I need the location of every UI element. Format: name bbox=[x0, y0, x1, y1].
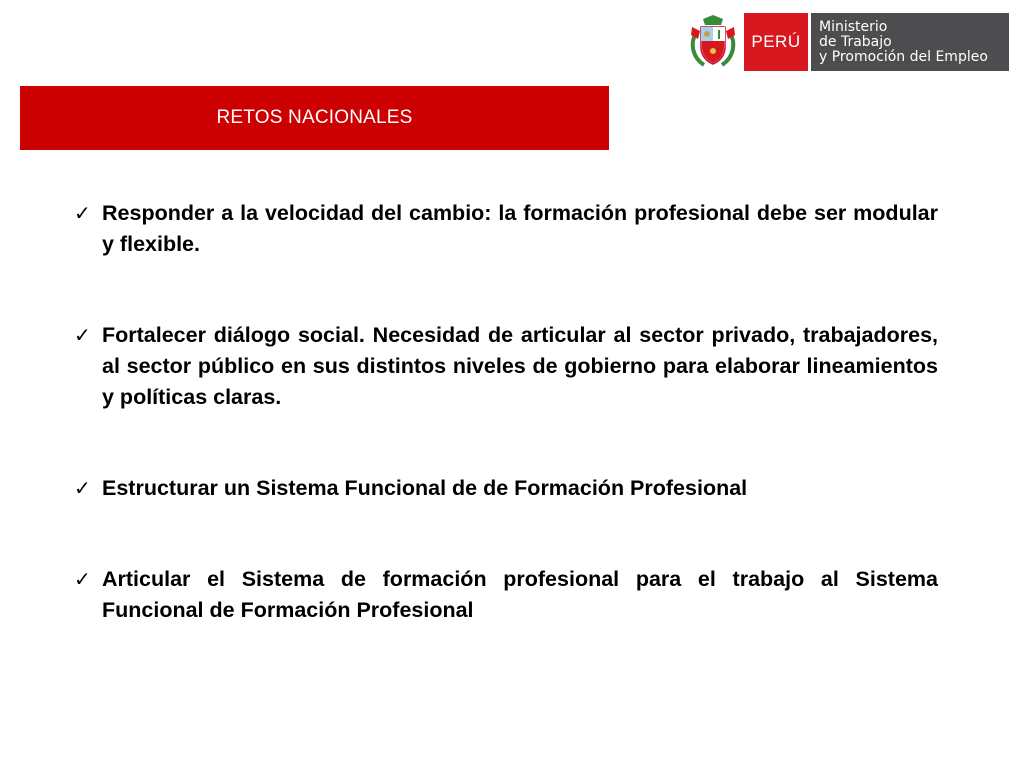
ministry-name bbox=[811, 13, 1009, 71]
page-title: RETOS NACIONALES bbox=[216, 107, 413, 128]
list-item bbox=[74, 320, 938, 413]
check-icon: ✓ bbox=[74, 201, 91, 225]
list-item bbox=[74, 564, 938, 626]
peru-label: PERÚ bbox=[744, 13, 808, 71]
ministry-line-3: y Promoción del Empleo bbox=[819, 49, 988, 65]
check-icon: ✓ bbox=[74, 476, 91, 500]
check-icon: ✓ bbox=[74, 567, 91, 591]
coat-of-arms-icon bbox=[688, 13, 738, 71]
ministry-line-1: Ministerio bbox=[819, 19, 888, 35]
list-item bbox=[74, 473, 938, 504]
challenge-list bbox=[74, 198, 938, 626]
ministry-logo bbox=[688, 13, 1009, 71]
list-item-text: Fortalecer diálogo social. Necesidad de articular al sector privado, trabajadores, al sector público en sus distintos niveles de gobierno para elaborar lineamientos y políticas claras. bbox=[102, 323, 938, 409]
list-item bbox=[74, 198, 938, 260]
list-item-text: Responder a la velocidad del cambio: la formación profesional debe ser modular y flexible. bbox=[102, 201, 938, 256]
list-item-text: Estructurar un Sistema Funcional de de Formación Profesional bbox=[102, 476, 748, 500]
list-item-text: Articular el Sistema de formación profesional para el trabajo al Sistema Funcional de Formación Profesional bbox=[102, 567, 938, 622]
ministry-line-2: de Trabajo bbox=[819, 34, 892, 50]
check-icon: ✓ bbox=[74, 323, 91, 347]
title-banner bbox=[20, 86, 609, 150]
